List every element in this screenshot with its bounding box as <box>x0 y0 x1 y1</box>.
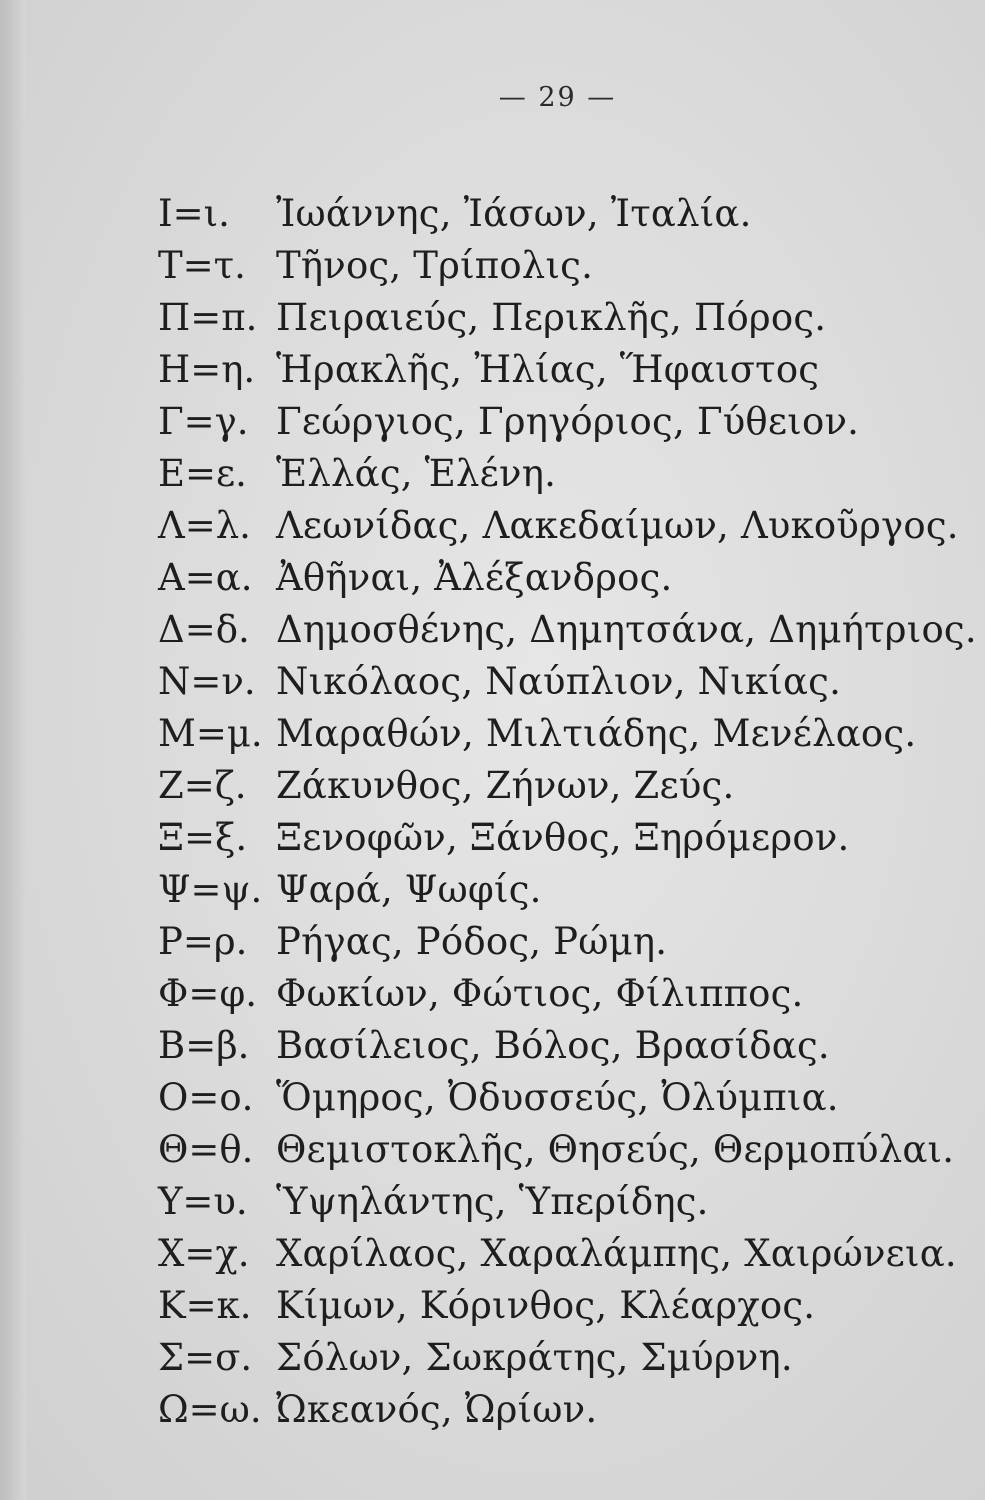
letter-key: Τ=τ. <box>158 244 246 287</box>
letter-key: Φ=φ. <box>158 972 258 1015</box>
letter-key: Θ=θ. <box>158 1128 254 1171</box>
example-words: Μαραθών, Μιλτιάδης, Μενέλαος. <box>276 712 917 755</box>
letter-key: Κ=κ. <box>158 1284 252 1327</box>
list-item <box>158 1176 958 1228</box>
letter-key: Π=π. <box>158 296 258 339</box>
example-words: Τῆνος, Τρίπολις. <box>276 244 594 287</box>
list-item <box>158 1228 958 1280</box>
example-words: Ὑψηλάντης, Ὑπερίδης. <box>276 1180 709 1223</box>
example-words: Πειραιεύς, Περικλῆς, Πόρος. <box>276 296 827 339</box>
list-item <box>158 760 958 812</box>
example-words: Ζάκυνθος, Ζήνων, Ζεύς. <box>276 764 735 807</box>
example-words: Ὅμηρος, Ὀδυσσεύς, Ὀλύμπια. <box>276 1076 839 1119</box>
letter-key: Χ=χ. <box>158 1232 250 1275</box>
list-item <box>158 1280 958 1332</box>
list-item <box>158 240 958 292</box>
list-item <box>158 604 977 656</box>
list-item <box>158 656 958 708</box>
letter-key: Γ=γ. <box>158 400 249 443</box>
example-words: Νικόλαος, Ναύπλιον, Νικίας. <box>276 660 842 703</box>
alphabet-list <box>158 188 977 1436</box>
example-words: Ἰωάννης, Ἰάσων, Ἰταλία. <box>276 192 752 235</box>
example-words: Σόλων, Σωκράτης, Σμύρνη. <box>276 1336 793 1379</box>
letter-key: Δ=δ. <box>158 608 250 651</box>
example-words: Φωκίων, Φώτιος, Φίλιππος. <box>276 972 804 1015</box>
letter-key: Ξ=ξ. <box>158 816 248 859</box>
example-words: Ψαρά, Ψωφίς. <box>276 868 542 911</box>
list-item <box>158 1124 958 1176</box>
list-item <box>158 188 958 240</box>
list-item <box>158 344 958 396</box>
list-item <box>158 1332 958 1384</box>
list-item <box>158 448 958 500</box>
list-item <box>158 500 958 552</box>
list-item <box>158 708 958 760</box>
example-words: Κίμων, Κόρινθος, Κλέαρχος. <box>276 1284 816 1327</box>
letter-key: Ζ=ζ. <box>158 764 247 807</box>
letter-key: Υ=υ. <box>158 1180 248 1223</box>
list-item <box>158 968 958 1020</box>
letter-key: Ι=ι. <box>158 192 230 235</box>
page-gutter-shadow <box>0 0 26 1500</box>
example-words: Γεώργιος, Γρηγόριος, Γύθειον. <box>276 400 860 443</box>
list-item <box>158 552 958 604</box>
letter-key: Ο=ο. <box>158 1076 254 1119</box>
example-words: Ὠκεανός, Ὠρίων. <box>276 1388 598 1431</box>
list-item <box>158 1072 958 1124</box>
letter-key: Ω=ω. <box>158 1388 262 1431</box>
list-item <box>158 1020 958 1072</box>
letter-key: Ρ=ρ. <box>158 920 248 963</box>
page-number: — 29 — <box>498 82 617 113</box>
list-item <box>158 292 958 344</box>
example-words: Ἑλλάς, Ἑλένη. <box>276 452 557 495</box>
example-words: Χαρίλαος, Χαραλάμπης, Χαιρώνεια. <box>276 1232 957 1275</box>
letter-key: Η=η. <box>158 348 256 391</box>
example-words: Δημοσθένης, Δημητσάνα, Δημήτριος. <box>276 608 977 651</box>
list-item <box>158 812 958 864</box>
letter-key: Λ=λ. <box>158 504 251 547</box>
letter-key: Ψ=ψ. <box>158 868 263 911</box>
list-item <box>158 864 958 916</box>
example-words: Λεωνίδας, Λακεδαίμων, Λυκοῦργος. <box>276 504 959 547</box>
letter-key: Σ=σ. <box>158 1336 253 1379</box>
list-item <box>158 396 958 448</box>
list-item <box>158 916 958 968</box>
example-words: Θεμιστοκλῆς, Θησεύς, Θερμοπύλαι. <box>276 1128 955 1171</box>
letter-key: Μ=μ. <box>158 712 263 755</box>
list-item <box>158 1384 958 1436</box>
letter-key: Ν=ν. <box>158 660 256 703</box>
example-words: Ἀθῆναι, Ἀλέξανδρος. <box>276 556 673 599</box>
letter-key: Ε=ε. <box>158 452 247 495</box>
example-words: Ἡρακλῆς, Ἠλίας, Ἥφαιστος <box>276 348 820 391</box>
example-words: Ξενοφῶν, Ξάνθος, Ξηρόμερον. <box>276 816 850 859</box>
example-words: Βασίλειος, Βόλος, Βρασίδας. <box>276 1024 830 1067</box>
example-words: Ρήγας, Ρόδος, Ρώμη. <box>276 920 668 963</box>
letter-key: Β=β. <box>158 1024 250 1067</box>
letter-key: Α=α. <box>158 556 253 599</box>
